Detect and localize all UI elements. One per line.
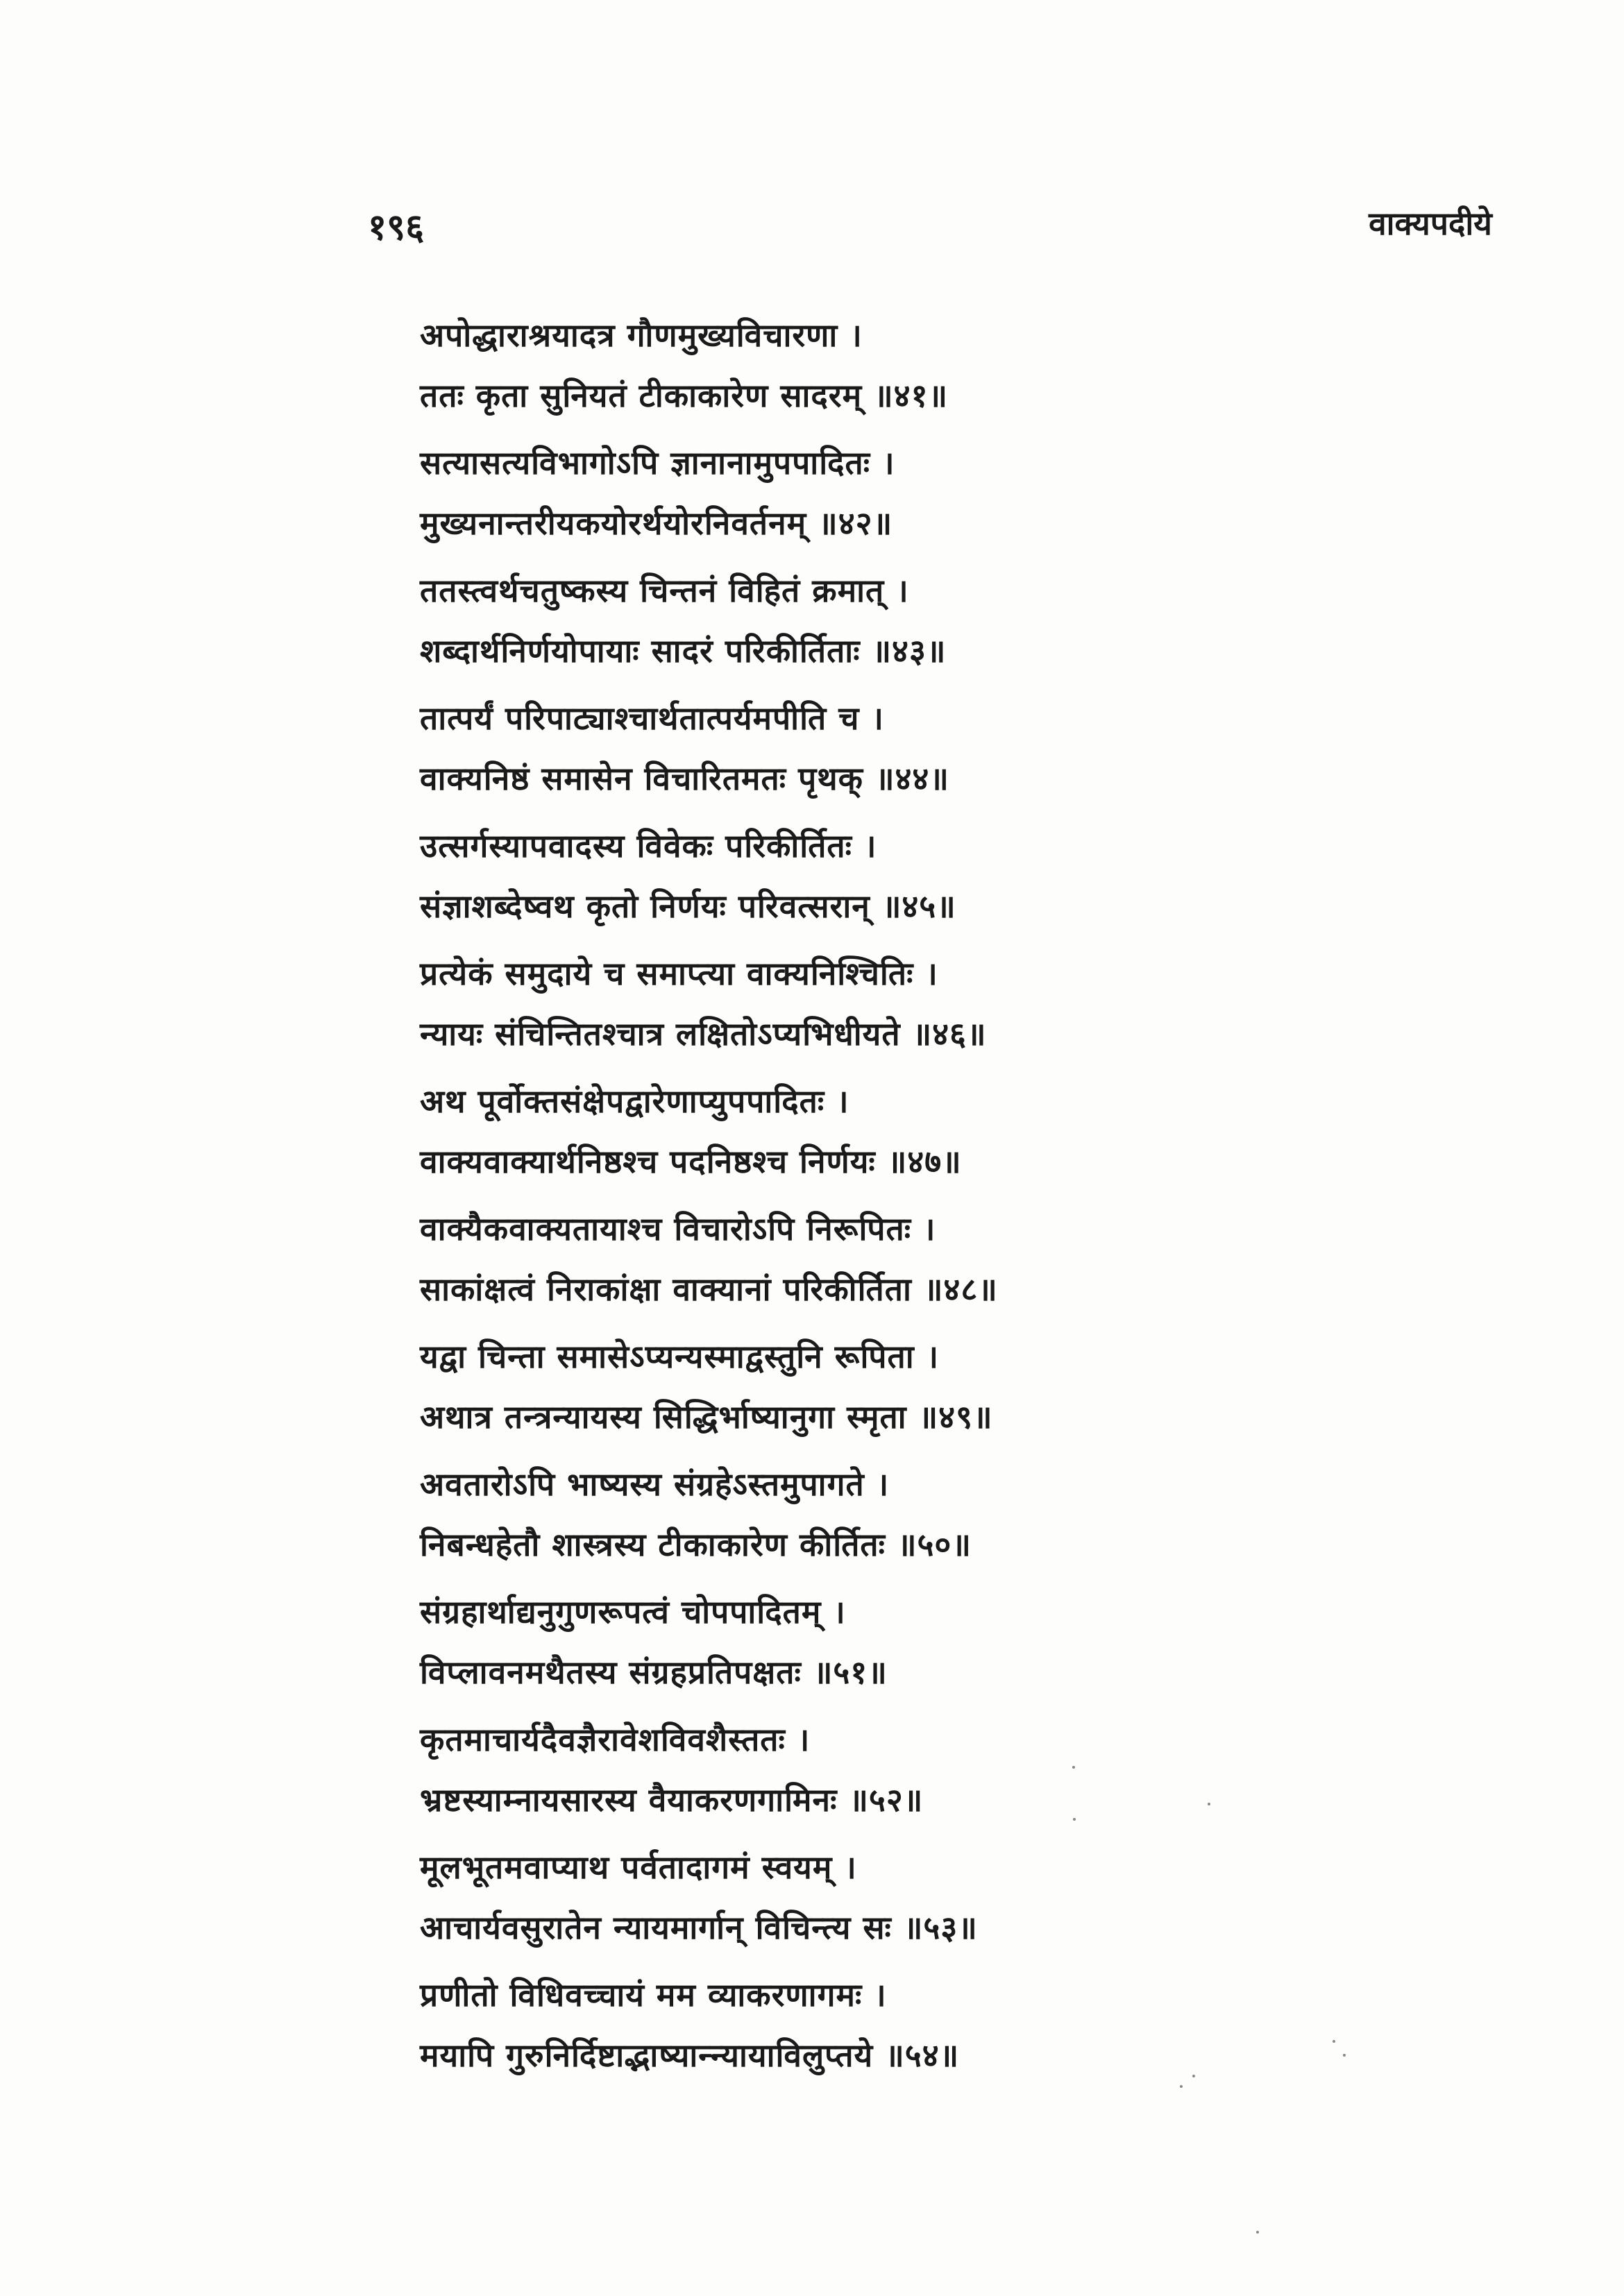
verse-52 xyxy=(420,1710,1503,1830)
verse-line: उत्सर्गस्यापवादस्य विवेकः परिकीर्तितः । xyxy=(420,827,877,865)
scan-speck xyxy=(1208,1803,1210,1805)
verse-line: सत्यासत्यविभागोऽपि ज्ञानानामुपपादितः । xyxy=(420,444,895,482)
verse-line: विप्लावनमथैतस्य संग्रहप्रतिपक्षतः ॥५१॥ xyxy=(420,1653,888,1691)
verse-line: ततः कृता सुनियतं टीकाकारेण सादरम् ॥४१॥ xyxy=(420,377,949,414)
verse-44 xyxy=(420,688,1503,809)
verse-48 xyxy=(420,1199,1503,1320)
verse-line: मुख्यनान्तरीयकयोरर्थयोरनिवर्तनम् ॥४२॥ xyxy=(420,504,893,542)
verse-line: शब्दार्थनिर्णयोपायाः सादरं परिकीर्तिताः ॥४३॥ xyxy=(420,632,947,670)
verse-line: वाक्यवाक्यार्थनिष्ठश्च पदनिष्ठश्च निर्णयः ॥४७॥ xyxy=(420,1143,962,1180)
verse-line: वाक्यैकवाक्यतायाश्च विचारोऽपि निरूपितः । xyxy=(420,1210,936,1248)
verse-line: मयापि गुरुनिर्दिष्टाद्भाष्यान्न्यायाविलुप्तये ॥५४॥ xyxy=(420,2036,960,2074)
running-title: वाक्यपदीये xyxy=(1369,205,1492,242)
scan-speck xyxy=(1333,2040,1335,2043)
verse-51 xyxy=(420,1582,1503,1703)
verse-line: ततस्त्वर्थचतुष्कस्य चिन्तनं विहितं क्रमात् । xyxy=(420,572,909,609)
verse-line: भ्रष्टस्याम्नायसारस्य वैयाकरणगामिनः ॥५२॥ xyxy=(420,1781,924,1819)
verse-line: अपोद्धाराश्रयादत्र गौणमुख्यविचारणा । xyxy=(420,316,863,354)
scan-speck xyxy=(1343,2054,1346,2057)
page-header xyxy=(368,201,1492,257)
verse-line: प्रत्येकं समुदाये च समाप्त्या वाक्यनिश्चितिः । xyxy=(420,955,938,992)
verse-line: न्यायः संचिन्तितश्चात्र लक्षितोऽप्यभिधीयते ॥४६॥ xyxy=(420,1015,987,1053)
verse-41 xyxy=(420,305,1503,426)
verse-line: यद्वा चिन्ता समासेऽप्यन्यस्माद्वस्तुनि रूपिता । xyxy=(420,1338,940,1375)
verse-line: निबन्धहेतौ शास्त्रस्य टीकाकारेण कीर्तितः ॥५०॥ xyxy=(420,1526,972,1563)
verse-line: अवतारोऽपि भाष्यस्य संग्रहेऽस्तमुपागते । xyxy=(420,1465,890,1503)
verse-line: कृतमाचार्यदैवज्ञैरावेशविवशैस्ततः । xyxy=(420,1721,811,1758)
verse-line: तात्पर्यं परिपाट्याश्चार्थतात्पर्यमपीति च । xyxy=(420,699,884,737)
verse-54 xyxy=(420,1965,1503,2086)
verse-50 xyxy=(420,1454,1503,1575)
verse-43 xyxy=(420,561,1503,681)
scan-speck xyxy=(1256,2231,1259,2234)
verse-line: संज्ञाशब्देष्वथ कृतो निर्णयः परिवत्सरान् ॥४५॥ xyxy=(420,887,956,925)
verse-line: अथात्र तन्त्रन्यायस्य सिद्धिर्भाष्यानुगा स्मृता ॥४९॥ xyxy=(420,1398,993,1436)
verse-line: मूलभूतमवाप्याथ पर्वतादागमं स्वयम् । xyxy=(420,1848,857,1886)
scan-speck xyxy=(1192,2075,1195,2077)
verse-47 xyxy=(420,1071,1503,1192)
verse-line: आचार्यवसुरातेन न्यायमार्गान् विचिन्त्य सः ॥५३॥ xyxy=(420,1909,978,1946)
verse-line: संग्रहार्थाद्यनुगुणरूपत्वं चोपपादितम् । xyxy=(420,1593,846,1631)
verse-49 xyxy=(420,1327,1503,1447)
verse-42 xyxy=(420,433,1503,554)
scan-speck xyxy=(1180,2085,1183,2088)
page-number: १९६ xyxy=(368,206,425,248)
verse-line: साकांक्षत्वं निराकांक्षा वाक्यानां परिकीर्तिता ॥४८॥ xyxy=(420,1270,998,1308)
verse-45 xyxy=(420,816,1503,937)
verse-46 xyxy=(420,944,1503,1064)
verse-line: अथ पूर्वोक्तसंक्षेपद्वारेणाप्युपपादितः । xyxy=(420,1082,849,1120)
verse-line: प्रणीतो विधिवच्चायं मम व्याकरणागमः । xyxy=(420,1976,887,2014)
verse-line: वाक्यनिष्ठं समासेन विचारितमतः पृथक् ॥४४॥ xyxy=(420,760,949,797)
scan-speck xyxy=(1073,1818,1076,1821)
scan-speck xyxy=(1072,1766,1075,1769)
verse-53 xyxy=(420,1837,1503,1958)
verse-block xyxy=(420,305,1503,2093)
